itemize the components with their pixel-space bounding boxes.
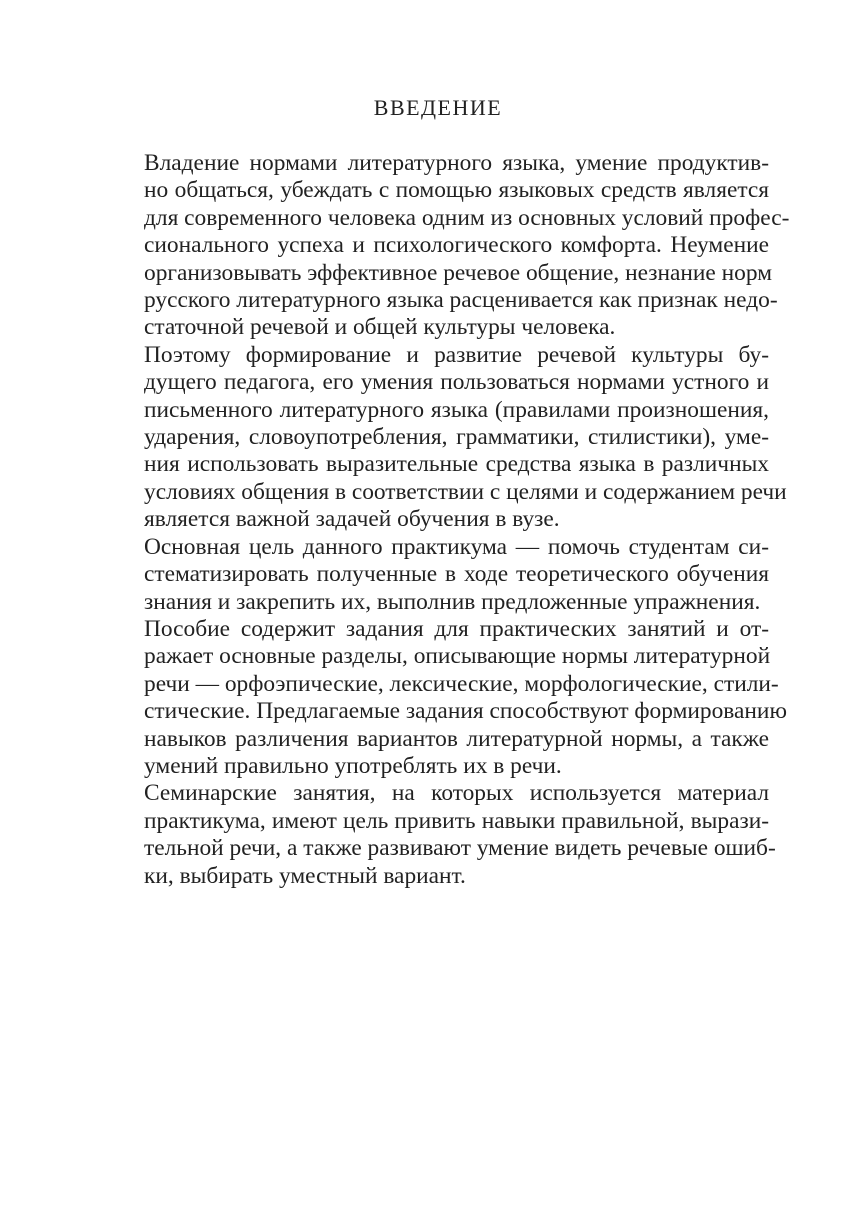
page-title: ВВЕДЕНИЕ [373, 95, 503, 120]
text-line: практикума, имеют цель привить навыки правильной, вырази- [144, 807, 769, 834]
text-line: дущего педагога, его умения пользоваться нормами устного и [144, 369, 769, 396]
text-line: знания и закрепить их, выполнив предложенные упражнения. [144, 588, 761, 615]
text-line: русского литературного языка расценивается как признак недо- [144, 287, 778, 314]
text-line: статочной речевой и общей культуры человека. [144, 314, 616, 341]
text-line: сионального успеха и психологического комфорта. Неумение [144, 232, 769, 259]
text-line: стематизировать полученные в ходе теоретического обучения [144, 561, 769, 588]
text-line: Владение нормами литературного языка, умение продуктив- [144, 150, 769, 176]
paragraph [108, 150, 790, 342]
body-text [108, 150, 790, 890]
text-line: условиях общения в соответствии с целями и содержанием речи [144, 478, 787, 505]
text-line: речи — орфоэпические, лексические, морфологические, стили- [144, 670, 779, 697]
text-line: умений правильно употреблять их в речи. [144, 752, 562, 779]
paragraph [108, 615, 787, 780]
paragraph [108, 534, 769, 616]
paragraph [108, 341, 787, 534]
text-line: Семинарские занятия, на которых используется материал [144, 780, 769, 807]
text-line: ударения, словоупотребления, грамматики, стилистики), уме- [144, 424, 769, 451]
text-line: является важной задачей обучения в вузе. [144, 506, 560, 533]
text-line: Основная цель данного практикума — помочь студентам си- [144, 533, 769, 560]
text-line: письменного литературного языка (правилами произношения, [144, 396, 769, 423]
text-line: но общаться, убеждать с помощью языковых средств является [144, 177, 769, 204]
text-line: ния использовать выразительные средства языка в различных [144, 451, 769, 478]
text-line: ки, выбирать уместный вариант. [144, 862, 466, 889]
text-line: навыков различения вариантов литературной нормы, а также [144, 725, 769, 752]
text-line: организовывать эффективное речевое общение, незнание норм [144, 259, 773, 286]
text-line: ражает основные разделы, описывающие нормы литературной [144, 643, 771, 670]
text-line: Пособие содержит задания для практических занятий и от- [144, 615, 769, 642]
text-line: стические. Предлагаемые задания способствуют формированию [144, 698, 787, 725]
text-line: тельной речи, а также развивают умение видеть речевые ошиб- [144, 835, 776, 862]
text-line: для современного человека одним из основных условий профес- [144, 204, 790, 231]
paragraph [108, 780, 776, 890]
text-line: Поэтому формирование и развитие речевой культуры бу- [144, 341, 769, 368]
